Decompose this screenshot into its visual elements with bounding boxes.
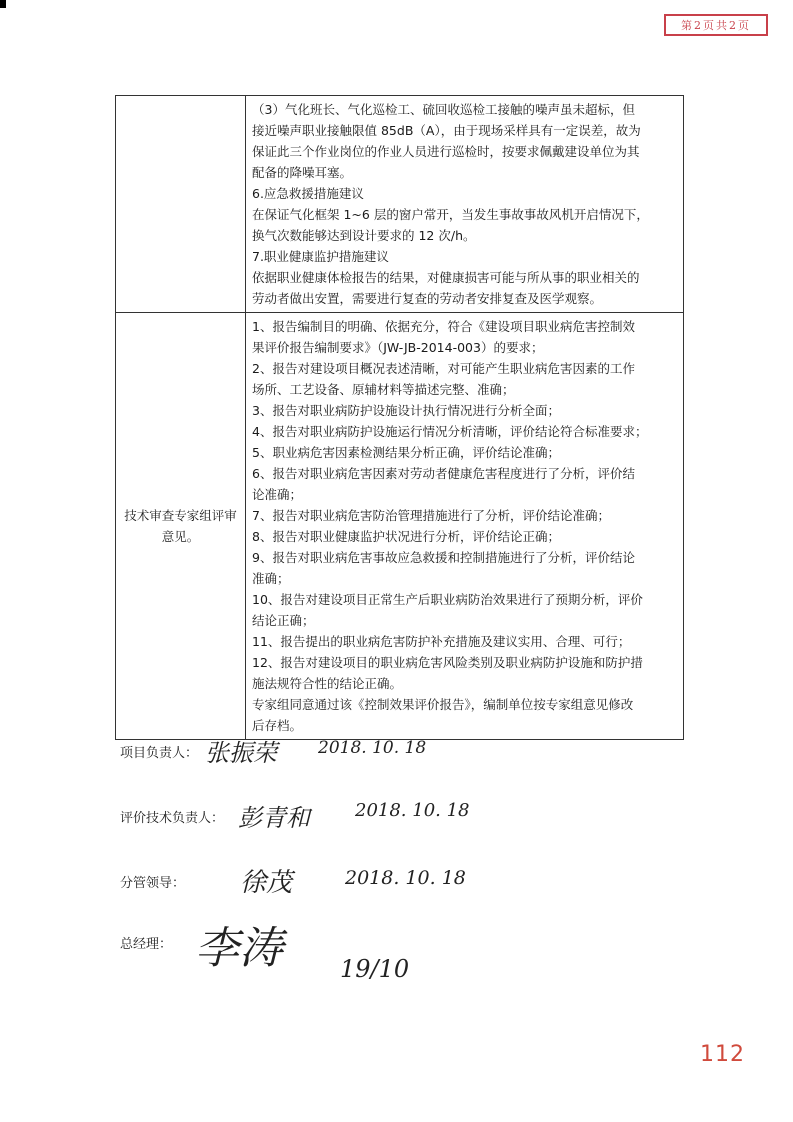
review-line: 结论正确； (252, 613, 315, 628)
review-line: 9、报告对职业病危害事故应急救援和控制措施进行了分析，评价结论 (252, 550, 635, 565)
review-line: 6、报告对职业病危害因素对劳动者健康危害程度进行了分析，评价结 (252, 466, 635, 481)
review-label-cell (116, 313, 246, 740)
handwritten-signature: 徐茂 (240, 868, 293, 898)
signature-date: 2018. 10. 18 (318, 738, 427, 758)
signature-row-supervisor (120, 872, 185, 891)
empty-label-cell (116, 96, 246, 313)
review-line: 4、报告对职业病防护设施运行情况分析清晰，评价结论符合标准要求； (252, 424, 648, 439)
text-line: 依据职业健康体检报告的结果，对健康损害可能与所从事的职业相关的 (252, 270, 640, 285)
table-row-recommendations (116, 96, 684, 313)
review-line: 场所、工艺设备、原辅材料等描述完整、准确； (252, 382, 515, 397)
page-number: 112 (700, 1042, 745, 1067)
scan-corner-mark (0, 0, 6, 8)
recommendations-cell (246, 96, 684, 313)
signature-row-project-lead (120, 742, 198, 761)
handwritten-signature: 张振荣 (205, 739, 277, 767)
table-row-review (116, 313, 684, 740)
review-line: 施法规符合性的结论正确。 (252, 676, 403, 691)
signature-date: 2018. 10. 18 (355, 800, 470, 821)
text-line: （3）气化班长、气化巡检工、硫回收巡检工接触的噪声虽未超标，但 (252, 102, 635, 117)
signature-row-general-manager (120, 933, 172, 952)
signature-date: 19/10 (340, 955, 410, 983)
review-line: 1、报告编制目的明确、依据充分，符合《建设项目职业病危害控制效 (252, 319, 635, 334)
review-content-cell (246, 313, 684, 740)
review-line: 论准确； (252, 487, 303, 502)
signature-label: 评价技术负责人： (120, 811, 225, 826)
signature-date: 2018. 10. 18 (345, 867, 466, 889)
review-line: 8、报告对职业健康监护状况进行分析，评价结论正确； (252, 529, 560, 544)
text-line: 劳动者做出安置，需要进行复查的劳动者安排复查及医学观察。 (252, 291, 603, 306)
review-line: 2、报告对建设项目概况表述清晰，对可能产生职业病危害因素的工作 (252, 361, 635, 376)
review-line: 11、报告提出的职业病危害防护补充措施及建议实用、合理、可行； (252, 634, 631, 649)
review-line: 7、报告对职业病危害防治管理措施进行了分析，评价结论准确； (252, 508, 610, 523)
signature-label: 总经理： (120, 937, 173, 952)
review-line: 后存档。 (252, 718, 303, 733)
handwritten-signature: 李涛 (195, 923, 283, 974)
text-line: 在保证气化框架 1~6 层的窗户常开，当发生事故事故风机开启情况下， (252, 207, 649, 222)
text-line: 接近噪声职业接触限值 85dB（A），由于现场采样具有一定误差，故为 (252, 123, 641, 138)
signature-label: 项目负责人： (120, 746, 199, 761)
handwritten-signature: 彭青和 (238, 804, 310, 832)
review-line: 果评价报告编制要求》（JW-JB-2014-003）的要求； (252, 340, 544, 355)
review-line: 12、报告对建设项目的职业病危害风险类别及职业病防护设施和防护措 (252, 655, 643, 670)
review-label: 技术审查专家组评审意见。 (124, 508, 237, 544)
signature-row-technical-lead (120, 807, 224, 826)
review-line: 5、职业病危害因素检测结果分析正确，评价结论准确； (252, 445, 560, 460)
text-line: 换气次数能够达到设计要求的 12 次/h。 (252, 228, 476, 243)
text-line: 配备的降噪耳塞。 (252, 165, 353, 180)
review-line: 专家组同意通过该《控制效果评价报告》，编制单位按专家组意见修改 (252, 697, 634, 712)
review-line: 3、报告对职业病防护设施设计执行情况进行分析全面； (252, 403, 560, 418)
review-line: 准确； (252, 571, 290, 586)
section-heading: 7.职业健康监护措施建议 (252, 249, 389, 264)
section-heading: 6.应急救援措施建议 (252, 186, 364, 201)
review-table (115, 95, 684, 740)
text-line: 保证此三个作业岗位的作业人员进行巡检时，按要求佩戴建设单位为其 (252, 144, 640, 159)
signature-label: 分管领导： (120, 876, 186, 891)
review-line: 10、报告对建设项目正常生产后职业病防治效果进行了预期分析，评价 (252, 592, 643, 607)
page-count-stamp: 第2页共2页 (664, 14, 768, 36)
